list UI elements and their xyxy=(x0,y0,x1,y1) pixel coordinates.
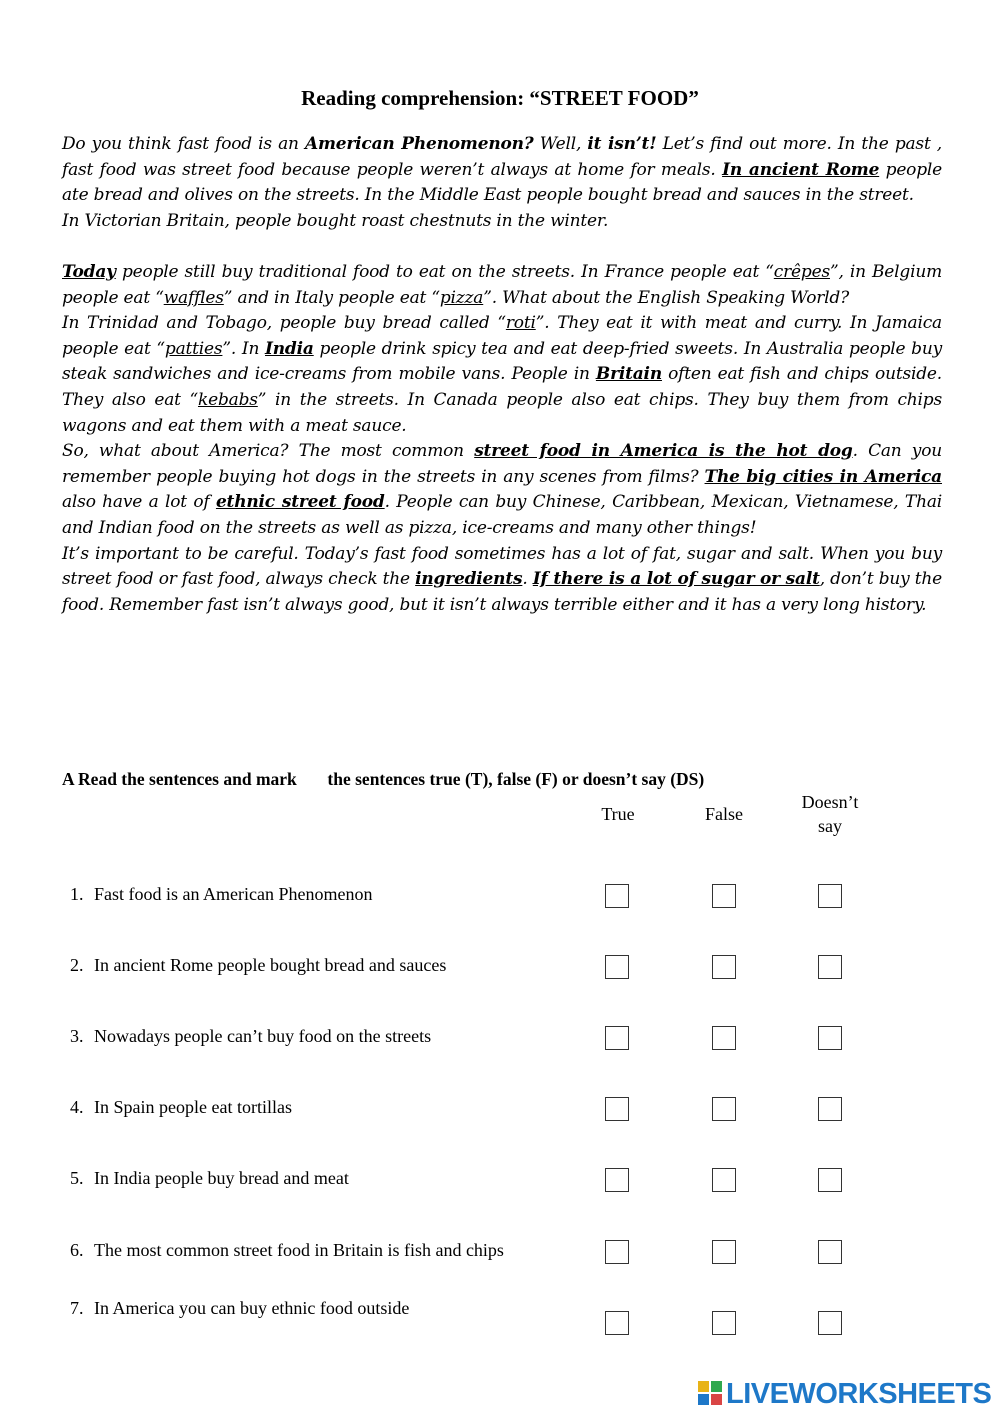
answer-checkbox-doesnt-say[interactable] xyxy=(818,884,842,908)
column-header-doesnt-say xyxy=(775,790,885,838)
question-item xyxy=(70,884,372,905)
answer-checkbox-true[interactable] xyxy=(605,1168,629,1192)
answer-checkbox-true[interactable] xyxy=(605,1097,629,1121)
question-item xyxy=(70,955,446,976)
column-header-doesnt-say-line1: Doesn’t xyxy=(801,792,859,812)
answer-checkbox-false[interactable] xyxy=(712,1311,736,1335)
question-item xyxy=(70,1026,431,1047)
column-header-doesnt-say-line2: say xyxy=(818,816,842,836)
answer-checkbox-doesnt-say[interactable] xyxy=(818,1097,842,1121)
answer-checkbox-true[interactable] xyxy=(605,884,629,908)
story-text: people ate bread and olives on the streets. In the Middle East people bought bread and sauces in the street. xyxy=(62,159,942,206)
emphasized-text: Britain xyxy=(595,364,662,385)
question-text: In India people buy bread and meat xyxy=(94,1168,349,1188)
logo-mark-icon xyxy=(698,1381,724,1407)
emphasized-text: ingredients xyxy=(415,569,523,590)
story-text: also have a lot of xyxy=(62,492,216,513)
column-header-true: True xyxy=(601,804,635,824)
answer-checkbox-false[interactable] xyxy=(712,1026,736,1050)
story-text: often eat fish and chips outside. They also eat “ xyxy=(62,364,942,410)
emphasized-text: If there is a lot of sugar or salt xyxy=(532,569,820,590)
column-header-false: False xyxy=(705,804,743,824)
question-text: Nowadays people can’t buy food on the streets xyxy=(94,1026,432,1046)
question-item xyxy=(70,1168,349,1189)
story-paragraph xyxy=(62,260,942,311)
emphasized-text: patties xyxy=(164,338,223,359)
emphasized-text: ethnic street food xyxy=(215,492,385,513)
story-text: So, what about America? The most common xyxy=(62,441,475,462)
logo-text: LIVEWORKSHEETS xyxy=(726,1377,992,1410)
story-text: In Trinidad and Tobago, people buy bread called “ xyxy=(62,313,506,334)
story-text: . People can buy Chinese, Caribbean, Mexican, Vietnamese, Thai and Indian food on the streets as well as pizza, ice-creams and many other things! xyxy=(62,492,942,538)
question-text: The most common street food in Britain is fish and chips xyxy=(94,1240,504,1260)
answer-checkbox-false[interactable] xyxy=(712,1168,736,1192)
reading-passage xyxy=(62,132,942,618)
question-item xyxy=(70,1097,292,1118)
story-paragraph xyxy=(62,542,942,619)
page-title: Reading comprehension: “STREET FOOD” xyxy=(301,86,699,110)
answer-checkbox-false[interactable] xyxy=(712,1240,736,1264)
story-text: ”. What about the English Speaking World? xyxy=(483,287,850,308)
question-number: 1. xyxy=(70,884,84,904)
answer-checkbox-false[interactable] xyxy=(712,884,736,908)
question-number: 2. xyxy=(70,955,84,975)
question-text: Fast food is an American Phenomenon xyxy=(94,884,373,904)
answer-checkbox-doesnt-say[interactable] xyxy=(818,1240,842,1264)
question-number: 5. xyxy=(70,1168,84,1188)
story-paragraph xyxy=(62,439,942,541)
question-number: 4. xyxy=(70,1097,84,1117)
answer-checkbox-false[interactable] xyxy=(712,1097,736,1121)
question-item xyxy=(70,1298,409,1319)
emphasized-text: In ancient Rome xyxy=(722,159,880,180)
answer-checkbox-true[interactable] xyxy=(605,1026,629,1050)
story-text: ”. They eat it with meat and curry. In Jamaica people eat “ xyxy=(62,313,942,359)
answer-checkbox-doesnt-say[interactable] xyxy=(818,1311,842,1335)
story-text: Let’s find out more. In the past , fast food was street food because people weren’t always at home for meals. xyxy=(62,134,942,180)
answer-checkbox-doesnt-say[interactable] xyxy=(818,955,842,979)
story-text: In Victorian Britain, people bought roast chestnuts in the winter. xyxy=(62,210,609,231)
question-number: 7. xyxy=(70,1298,84,1318)
liveworksheets-logo xyxy=(698,1379,991,1409)
story-text: ”. In xyxy=(222,338,266,359)
question-text: In ancient Rome people bought bread and sauces xyxy=(94,955,447,975)
story-paragraph xyxy=(62,209,942,235)
emphasized-text: roti xyxy=(505,313,536,334)
story-text: ”, in Belgium people eat “ xyxy=(62,261,942,308)
story-text: Well, xyxy=(533,134,588,154)
emphasized-text: street food in America is the hot dog xyxy=(474,441,853,462)
answer-checkbox-true[interactable] xyxy=(605,1240,629,1264)
question-item xyxy=(70,1240,504,1261)
emphasized-text: India xyxy=(265,338,314,359)
emphasized-text: The big cities in America xyxy=(704,466,942,487)
story-text: ” and in Italy people eat “ xyxy=(223,287,440,308)
story-paragraph xyxy=(62,311,942,439)
answer-checkbox-doesnt-say[interactable] xyxy=(818,1026,842,1050)
question-text: In America you can buy ethnic food outside xyxy=(94,1298,410,1318)
question-number: 6. xyxy=(70,1240,84,1260)
emphasized-text: pizza xyxy=(439,287,484,308)
answer-checkbox-true[interactable] xyxy=(605,1311,629,1335)
story-text: , don’t buy the food. Remember fast isn’t always good, but it isn’t always terrible either and it has a very long history. xyxy=(62,569,942,615)
story-paragraph xyxy=(62,132,942,209)
story-text: It’s important to be careful. Today’s fast food sometimes has a lot of fat, sugar and salt. When you buy street food or fast food, always check the xyxy=(62,543,942,590)
question-number: 3. xyxy=(70,1026,84,1046)
story-text: . Can you remember people buying hot dogs in the streets in any scenes from films? xyxy=(62,441,942,487)
question-text: In Spain people eat tortillas xyxy=(94,1097,292,1117)
answer-checkbox-true[interactable] xyxy=(605,955,629,979)
story-text: . xyxy=(522,569,533,590)
emphasized-text: kebabs xyxy=(197,389,258,410)
emphasized-text: waffles xyxy=(163,287,224,308)
exercise-instruction: A Read the sentences and mark the sentences true (T), false (F) or doesn’t say (DS) xyxy=(62,769,705,789)
answer-checkbox-false[interactable] xyxy=(712,955,736,979)
answer-checkbox-doesnt-say[interactable] xyxy=(818,1168,842,1192)
emphasized-text: crêpes xyxy=(773,261,830,282)
story-text: people still buy traditional food to eat on the streets. In France people eat “ xyxy=(115,261,774,282)
story-text: ” in the streets. In Canada people also eat chips. They buy them from chips wagons and eat them with a meat sauce. xyxy=(62,389,942,436)
emphasized-text: it isn’t! xyxy=(587,134,657,154)
emphasized-text: American Phenomenon? xyxy=(305,134,534,154)
emphasized-text: Today xyxy=(62,261,116,282)
story-text: Do you think fast food is an xyxy=(62,134,306,154)
story-text: people drink spicy tea and eat deep-fried sweets. In Australia people buy steak sandwiches and ice-creams from mobile vans. People in xyxy=(62,338,942,385)
